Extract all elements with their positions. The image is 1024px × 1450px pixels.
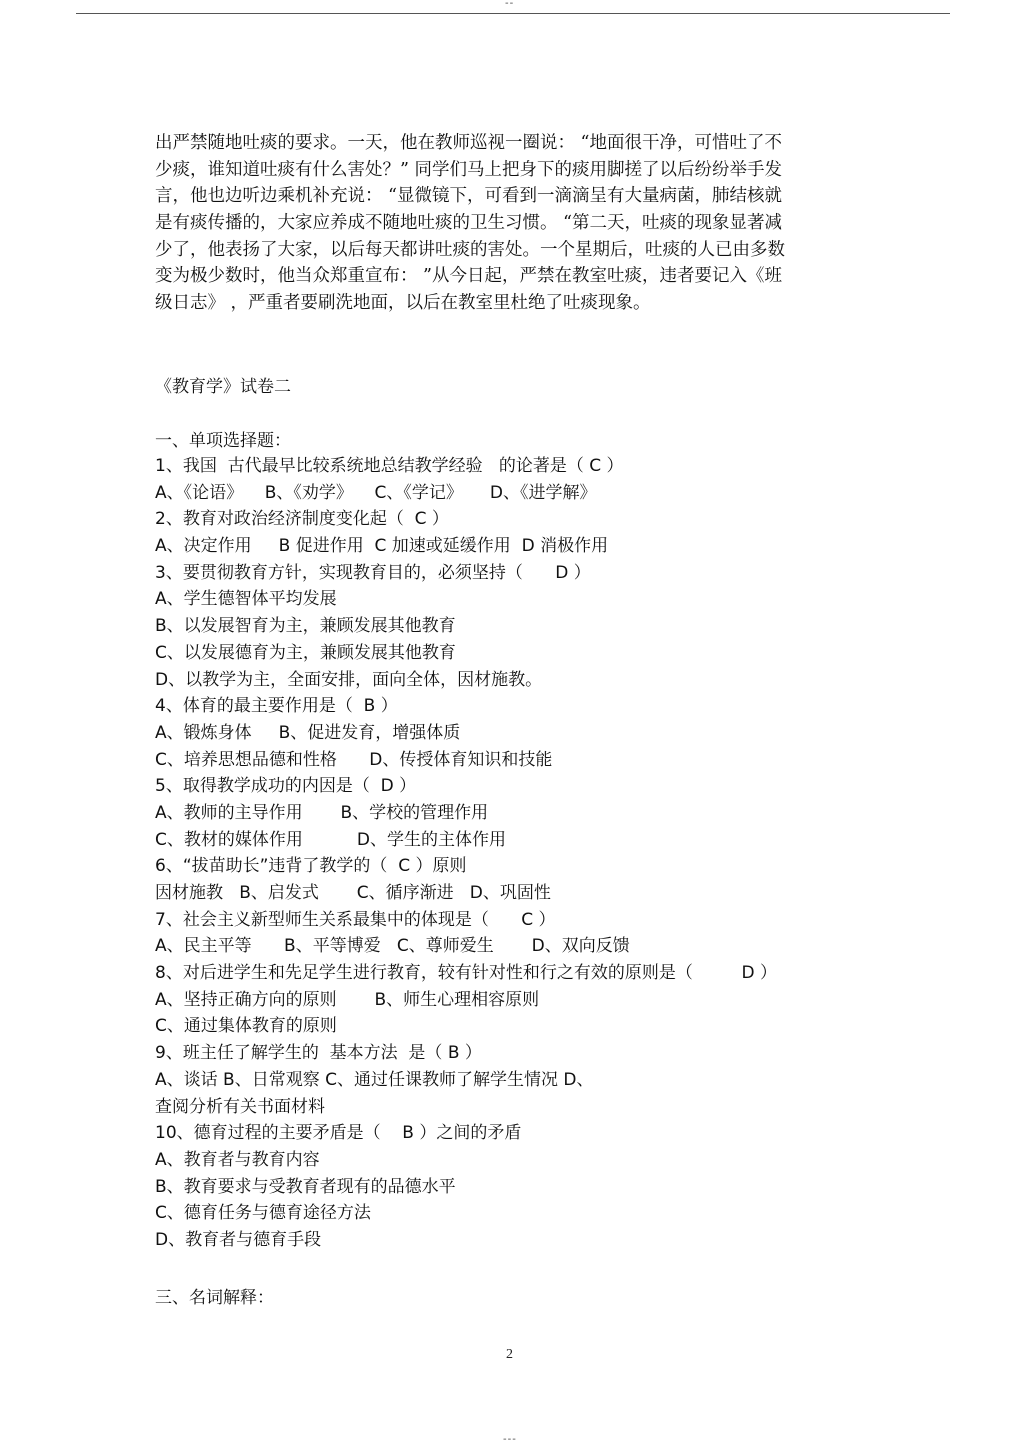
paragraph-line: 少了，他表扬了大家，以后每天都讲吐痰的害处。一个星期后，吐痰的人已由多数 [155,239,785,260]
question-line: A、教师的主导作用 B、学校的管理作用 [155,802,489,823]
question-line: 7、社会主义新型师生关系最集中的体现是（ C ） [155,909,556,930]
paragraph-line: 级日志》 ，严重者要刷洗地面，以后在教室里杜绝了吐痰现象。 [155,293,651,314]
question-line: B、教育要求与受教育者现有的品德水平 [155,1176,456,1197]
question-line: D、教育者与德育手段 [155,1229,322,1250]
question-line: C、德育任务与德育途径方法 [155,1203,371,1224]
question-line: A、谈话 B、日常观察 C、通过任课教师了解学生情况 D、 [155,1069,594,1090]
intro-paragraph [155,130,875,317]
question-line: C、教材的媒体作用 D、学生的主体作用 [155,829,506,850]
paragraph-line: 出严禁随地吐痰的要求。一天，他在教师巡视一圈说： “地面很干净，可惜吐了不 [155,133,783,153]
paragraph-line: 言，他也边听边乘机补充说： “显微镜下，可看到一滴滴呈有大量病菌，肺结核就 [155,186,783,207]
question-line: A、决定作用 B 促进作用 C 加速或延缓作用 D 消极作用 [155,536,609,557]
question-line: C、通过集体教育的原则 [155,1016,337,1037]
question-list [155,453,875,1254]
header-rule [76,13,950,14]
question-line: A、学生德智体平均发展 [155,589,337,610]
question-line: 10、德育过程的主要矛盾是（ B ）之间的矛盾 [155,1123,522,1144]
footer-marker: --- [503,1434,517,1445]
question-line: 9、班主任了解学生的 基本方法 是（ B ） [155,1043,482,1064]
question-line: C、以发展德育为主，兼顾发展其他教育 [155,642,456,663]
question-line: 因材施教 B、启发式 C、循序渐进 D、巩固性 [155,883,551,903]
question-line: 3、要贯彻教育方针，实现教育目的，必须坚持（ D ） [155,562,591,583]
question-line: A、坚持正确方向的原则 B、师生心理相容原则 [155,989,540,1010]
question-line: 4、体育的最主要作用是（ B ） [155,696,398,717]
question-line: B、以发展智育为主，兼顾发展其他教育 [155,616,456,637]
paragraph-line: 变为极少数时，他当众郑重宣布： ”从今日起，严禁在教室吐痰，违者要记入《班 [155,266,783,287]
page-number: 2 [506,1347,513,1362]
paragraph-line: 是有痰传播的，大家应养成不随地吐痰的卫生习惯。 “第二天，吐痰的现象显著减 [155,213,783,234]
question-line: C、培养思想品德和性格 D、传授体育知识和技能 [155,749,553,770]
question-line: D、以教学为主，全面安排，面向全体，因材施教。 [155,669,543,690]
question-line: A、《论语》 B、《劝学》 C、《学记》 D、《进学解》 [155,482,597,503]
question-line: 5、取得教学成功的内因是（ D ） [155,776,417,797]
section-heading-single-choice: 一、单项选择题： [155,431,291,451]
question-line: 1、我国 古代最早比较系统地总结教学经验 的论著是（ C ） [155,456,624,476]
header-marker: -- [505,0,515,9]
section-heading-term-definitions: 三、名词解释： [155,1288,274,1308]
question-line: 6、“拔苗助长”违背了教学的（ C ）原则 [155,856,467,877]
question-line: 8、对后进学生和先足学生进行教育，较有针对性和行之有效的原则是（ D ） [155,963,777,984]
question-line: A、教育者与教育内容 [155,1149,320,1170]
question-line: A、民主平等 B、平等博爱 C、尊师爱生 D、双向反馈 [155,936,630,957]
exam-title: 《教育学》试卷二 [155,377,291,397]
question-line: A、锻炼身体 B、促进发育，增强体质 [155,722,461,743]
question-line: 查阅分析有关书面材料 [155,1096,325,1117]
paragraph-line: 少痰，谁知道吐痰有什么害处？” 同学们马上把身下的痰用脚搓了以后纷纷举手发 [155,159,783,180]
question-line: 2、教育对政治经济制度变化起（ C ） [155,509,449,530]
